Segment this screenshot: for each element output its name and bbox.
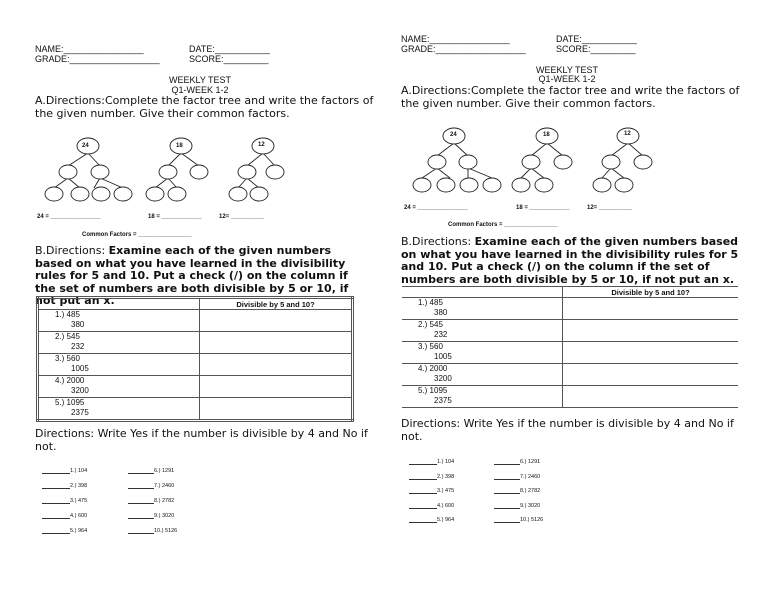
answer-blank[interactable] bbox=[42, 503, 70, 504]
answer-blank[interactable] bbox=[409, 464, 437, 465]
answer-cell[interactable] bbox=[200, 354, 353, 376]
item-8: 8.) 2782 bbox=[520, 488, 541, 494]
item-4: 4.) 600 bbox=[70, 513, 88, 519]
test-subtitle: Q1-WEEK 1-2 bbox=[171, 85, 229, 95]
tree-answer-24: 24 = _______________ bbox=[37, 214, 101, 220]
name-field: NAME:________________ bbox=[401, 34, 510, 44]
tree-answer-12: 12= __________ bbox=[219, 214, 265, 220]
directions-c: Directions: Write Yes if the number is divisible by 4 and No if not. bbox=[401, 417, 734, 443]
table-row bbox=[38, 310, 353, 332]
directions-a: A.Directions:Complete the factor tree and write the factors of the given number. Give their common factors. bbox=[401, 84, 740, 110]
divisibility-table bbox=[402, 286, 738, 408]
table-row bbox=[402, 342, 738, 364]
row-number-a: 3.) 560 bbox=[418, 342, 443, 351]
tree-answer-18: 18 = ____________ bbox=[516, 205, 570, 211]
table-row bbox=[402, 320, 738, 342]
item-10: 10.) 5126 bbox=[520, 517, 544, 523]
item-5: 5.) 964 bbox=[70, 528, 88, 534]
table-row bbox=[38, 332, 353, 354]
answer-cell[interactable] bbox=[563, 386, 739, 408]
tree-root-label: 24 bbox=[82, 143, 89, 149]
row-number-b: 380 bbox=[434, 307, 448, 317]
grade-field: GRADE:__________________ bbox=[401, 44, 526, 54]
answer-list-right bbox=[128, 468, 177, 543]
item-4: 4.) 600 bbox=[437, 502, 455, 509]
score-field: SCORE:_________ bbox=[556, 44, 636, 54]
tree-answer-24: 24 = _______________ bbox=[404, 205, 468, 211]
directions-b-text: Examine each of the given numbers based on what you have learned in the divisibility rules for 5 and 10. Put a check (/) on the column if the set of numbers are both divisible by 5 or 10, if not put an x. bbox=[401, 235, 739, 286]
row-number-a: 1.) 485 bbox=[418, 298, 443, 307]
tree-root-label: 24 bbox=[450, 132, 457, 138]
tree-answer-18: 18 = ____________ bbox=[148, 214, 202, 220]
test-title: WEEKLY TEST bbox=[168, 75, 232, 85]
directions-b-prefix: B.Directions: bbox=[35, 244, 109, 257]
answer-blank[interactable] bbox=[128, 488, 154, 489]
row-number-b: 232 bbox=[71, 341, 85, 351]
row-number-b: 232 bbox=[434, 329, 448, 339]
item-1: 1.) 104 bbox=[70, 468, 88, 474]
row-number-a: 5.) 1095 bbox=[55, 398, 85, 407]
row-number-a: 3.) 560 bbox=[55, 354, 80, 363]
directions-b bbox=[401, 236, 746, 286]
divisibility-table bbox=[36, 296, 354, 422]
row-number-a: 1.) 485 bbox=[55, 310, 80, 319]
row-number-a: 2.) 545 bbox=[55, 332, 80, 341]
answer-blank[interactable] bbox=[494, 493, 520, 494]
item-7: 7.) 2460 bbox=[520, 473, 541, 480]
item-2: 2.) 398 bbox=[70, 483, 88, 489]
item-1: 1.) 104 bbox=[437, 459, 455, 465]
item-7: 7.) 2460 bbox=[154, 483, 175, 489]
test-title: WEEKLY TEST bbox=[535, 65, 599, 75]
worksheet-right bbox=[384, 0, 768, 594]
answer-cell[interactable] bbox=[200, 376, 353, 398]
answer-list-left bbox=[42, 468, 87, 543]
answer-blank[interactable] bbox=[409, 508, 437, 509]
tree-root-label: 12 bbox=[258, 142, 265, 148]
answer-blank[interactable] bbox=[42, 533, 70, 534]
row-number-b: 1005 bbox=[434, 351, 452, 361]
row-number-b: 3200 bbox=[71, 385, 89, 395]
answer-blank[interactable] bbox=[128, 503, 154, 504]
answer-cell[interactable] bbox=[563, 342, 739, 364]
row-number-a: 2.) 545 bbox=[418, 320, 443, 329]
table-row bbox=[402, 364, 738, 386]
answer-blank[interactable] bbox=[128, 518, 154, 519]
answer-blank[interactable] bbox=[494, 464, 520, 465]
answer-cell[interactable] bbox=[563, 364, 739, 386]
item-10: 10.) 5126 bbox=[154, 528, 178, 534]
name-field: NAME:________________ bbox=[35, 44, 144, 54]
item-6: 6.) 1291 bbox=[520, 459, 541, 465]
row-number-a: 4.) 2000 bbox=[55, 376, 85, 385]
row-number-b: 380 bbox=[71, 319, 85, 329]
answer-cell[interactable] bbox=[563, 298, 739, 320]
date-field: DATE:___________ bbox=[556, 34, 637, 44]
answer-blank[interactable] bbox=[42, 488, 70, 489]
directions-b-text: Examine each of the given numbers based on what you have learned in the divisibility rules for 5 and 10. Put a check (/) on the column if the set of numbers are both divisible by 5 or 10, if not put an x. bbox=[35, 244, 349, 307]
directions-a: A.Directions:Complete the factor tree and write the factors of the given number. Give their common factors. bbox=[35, 94, 374, 120]
row-number-a: 5.) 1095 bbox=[418, 386, 448, 395]
answer-cell[interactable] bbox=[200, 398, 353, 421]
answer-cell[interactable] bbox=[200, 310, 353, 332]
test-subtitle: Q1-WEEK 1-2 bbox=[538, 74, 596, 84]
table-row bbox=[38, 354, 353, 376]
item-9: 9.) 3020 bbox=[520, 502, 541, 509]
answer-list-right bbox=[494, 459, 543, 532]
answer-blank[interactable] bbox=[409, 479, 437, 480]
item-6: 6.) 1291 bbox=[154, 468, 175, 474]
row-number-b: 2375 bbox=[71, 407, 89, 417]
item-8: 8.) 2782 bbox=[154, 498, 175, 504]
answer-blank[interactable] bbox=[494, 508, 520, 509]
item-5: 5.) 964 bbox=[437, 517, 455, 523]
answer-blank[interactable] bbox=[409, 522, 437, 523]
tree-answer-12: 12= __________ bbox=[587, 205, 633, 211]
row-number-b: 2375 bbox=[434, 395, 452, 405]
item-3: 3.) 475 bbox=[70, 498, 88, 504]
date-field: DATE:___________ bbox=[189, 44, 270, 54]
table-row bbox=[38, 376, 353, 398]
answer-blank[interactable] bbox=[42, 518, 70, 519]
row-number-a: 4.) 2000 bbox=[418, 364, 448, 373]
tree-root-label: 18 bbox=[543, 132, 550, 138]
answer-list-left bbox=[409, 459, 454, 532]
answer-blank[interactable] bbox=[494, 522, 520, 523]
table-header: Divisible by 5 and 10? bbox=[563, 287, 739, 298]
item-9: 9.) 3020 bbox=[154, 513, 175, 519]
score-field: SCORE:_________ bbox=[189, 54, 269, 64]
common-factors-line: Common Factors = ________________ bbox=[82, 232, 192, 238]
answer-blank[interactable] bbox=[128, 533, 154, 534]
tree-root-label: 12 bbox=[624, 131, 631, 137]
answer-cell[interactable] bbox=[563, 320, 739, 342]
answer-blank[interactable] bbox=[409, 493, 437, 494]
answer-blank[interactable] bbox=[128, 473, 154, 474]
table-row bbox=[402, 298, 738, 320]
tree-root-label: 18 bbox=[176, 143, 183, 149]
item-2: 2.) 398 bbox=[437, 473, 455, 480]
table-row bbox=[402, 386, 738, 408]
answer-blank[interactable] bbox=[42, 473, 70, 474]
table-row bbox=[38, 398, 353, 421]
table-header: Divisible by 5 and 10? bbox=[200, 298, 353, 310]
directions-c: Directions: Write Yes if the number is divisible by 4 and No if not. bbox=[35, 427, 368, 453]
grade-field: GRADE:__________________ bbox=[35, 54, 160, 64]
common-factors-line: Common Factors = ________________ bbox=[448, 222, 558, 228]
row-number-b: 3200 bbox=[434, 373, 452, 383]
item-3: 3.) 475 bbox=[437, 488, 455, 494]
answer-cell[interactable] bbox=[200, 332, 353, 354]
directions-b-prefix: B.Directions: bbox=[401, 235, 475, 248]
row-number-b: 1005 bbox=[71, 363, 89, 373]
answer-blank[interactable] bbox=[494, 479, 520, 480]
